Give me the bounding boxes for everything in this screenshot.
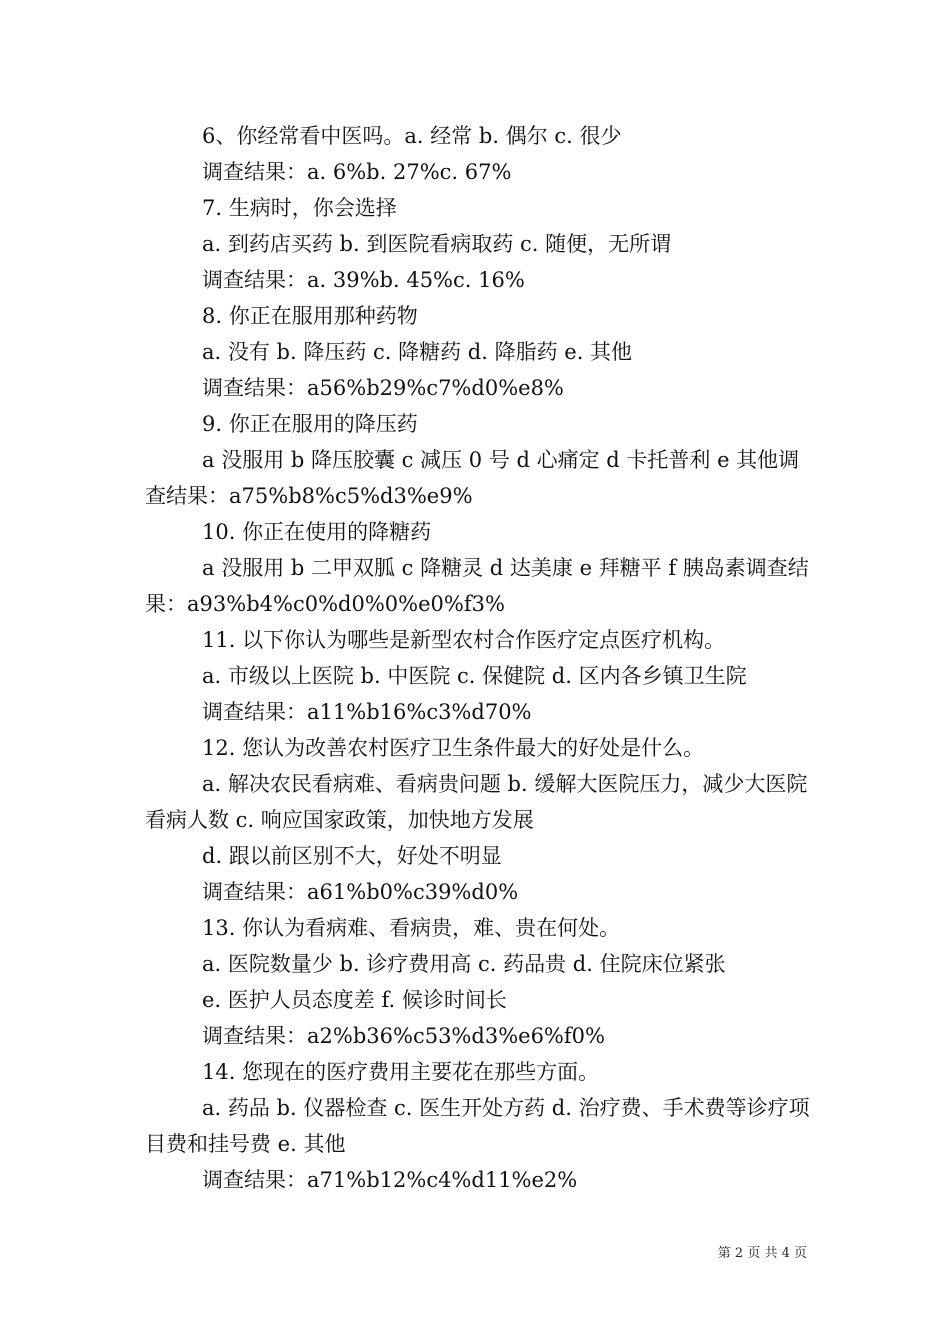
question-13: 13. 你认为看病难、看病贵，难、贵在何处。 — [202, 916, 621, 940]
result-12: 调查结果：a61%b0%c39%d0% — [202, 880, 519, 904]
options-13-ef: e. 医护人员态度差 f. 候诊时间长 — [202, 988, 507, 1012]
options-11: a. 市级以上医院 b. 中医院 c. 保健院 d. 区内各乡镇卫生院 — [202, 664, 747, 688]
options-result-10: a 没服用 b 二甲双胍 c 降糖灵 d 达美康 e 拜糖平 f 胰岛素调查结果：a93%b4%c0%d0%0%e0%f3% — [145, 556, 809, 616]
result-11: 调查结果：a11%b16%c3%d70% — [202, 700, 532, 724]
options-7: a. 到药店买药 b. 到医院看病取药 c. 随便，无所谓 — [202, 232, 672, 256]
result-8: 调查结果：a56%b29%c7%d0%e8% — [202, 376, 564, 400]
options-13: a. 医院数量少 b. 诊疗费用高 c. 药品贵 d. 住院床位紧张 — [202, 952, 726, 976]
question-8: 8. 你正在服用那种药物 — [202, 304, 418, 328]
options-14: a. 药品 b. 仪器检查 c. 医生开处方药 d. 治疗费、手术费等诊疗项目费和挂号费 e. 其他 — [145, 1096, 810, 1156]
result-6: 调查结果：a. 6%b. 27%c. 67% — [202, 160, 512, 184]
options-12: a. 解决农民看病难、看病贵问题 b. 缓解大医院压力，减少大医院看病人数 c. 响应国家政策，加快地方发展 — [145, 772, 808, 832]
document-body — [145, 118, 810, 1198]
question-9: 9. 你正在服用的降压药 — [202, 412, 418, 436]
question-6: 6、你经常看中医吗。a. 经常 b. 偶尔 c. 很少 — [202, 124, 622, 148]
question-14: 14. 您现在的医疗费用主要花在那些方面。 — [202, 1060, 600, 1084]
question-7: 7. 生病时，你会选择 — [202, 196, 397, 220]
result-14: 调查结果：a71%b12%c4%d11%e2% — [202, 1168, 578, 1192]
result-7: 调查结果：a. 39%b. 45%c. 16% — [202, 268, 525, 292]
question-10: 10. 你正在使用的降糖药 — [202, 520, 432, 544]
page-number-footer: 第 2 页 共 4 页 — [717, 1246, 807, 1261]
question-11: 11. 以下你认为哪些是新型农村合作医疗定点医疗机构。 — [202, 628, 726, 652]
question-12: 12. 您认为改善农村医疗卫生条件最大的好处是什么。 — [202, 736, 705, 760]
options-12-d: d. 跟以前区别不大，好处不明显 — [202, 844, 502, 868]
result-13: 调查结果：a2%b36%c53%d3%e6%f0% — [202, 1024, 605, 1048]
options-8: a. 没有 b. 降压药 c. 降糖药 d. 降脂药 e. 其他 — [202, 340, 633, 364]
options-result-9: a 没服用 b 降压胶囊 c 减压 0 号 d 心痛定 d 卡托普利 e 其他调查结果：a75%b8%c5%d3%e9% — [145, 448, 800, 508]
